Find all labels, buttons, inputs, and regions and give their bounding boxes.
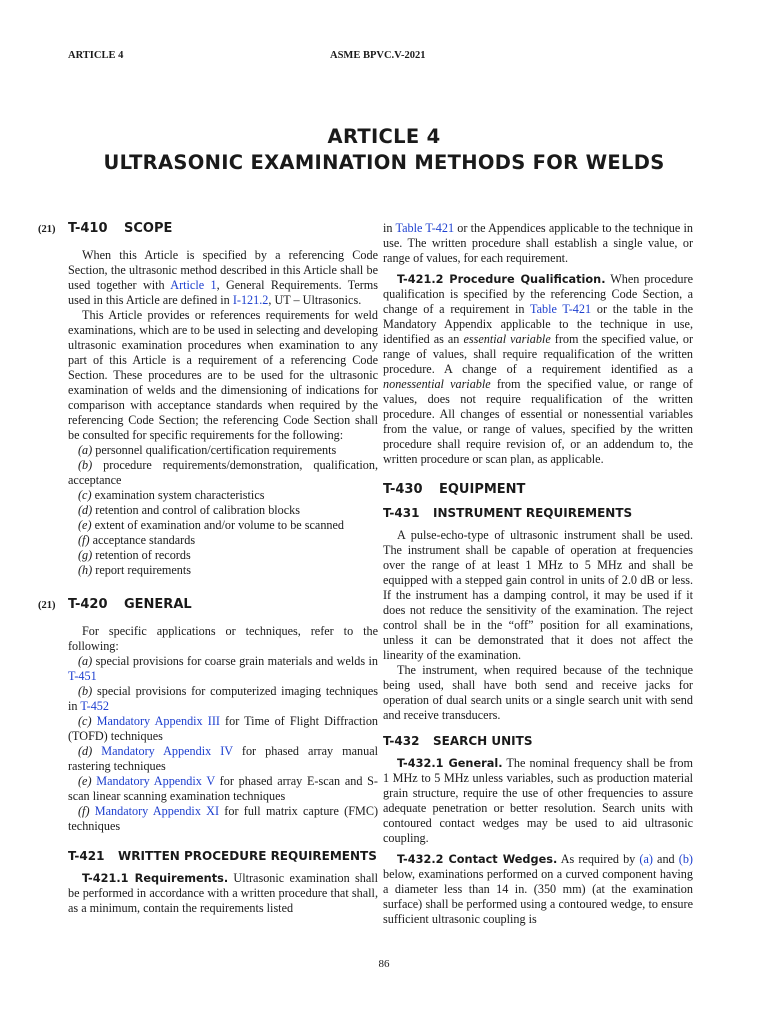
header-code-label: ASME BPVC.V-2021 bbox=[330, 50, 426, 61]
section-heading-t431 bbox=[383, 505, 693, 522]
section-title: EQUIPMENT bbox=[439, 482, 526, 497]
section-number: T-432 bbox=[383, 734, 420, 748]
link-table-t-421[interactable]: Table T-421 bbox=[530, 302, 592, 316]
paragraph: T-421.1 Requirements. Ultrasonic examination shall be performed in accordance with a written procedure that shall, as a minimum, contain the requirements listed bbox=[68, 871, 378, 915]
page-number: 86 bbox=[378, 958, 390, 970]
list-item: (c) Mandatory Appendix III for Time of Flight Diffraction (TOFD) techniques bbox=[68, 714, 379, 743]
left-column bbox=[38, 220, 379, 916]
section-heading-t421 bbox=[68, 848, 378, 865]
article-title-line1: ARTICLE 4 bbox=[327, 125, 441, 148]
link-appendix-xi[interactable]: Mandatory Appendix XI bbox=[94, 804, 220, 818]
section-number: T-430 bbox=[383, 482, 423, 497]
list-item: (g) retention of records bbox=[78, 548, 191, 562]
paragraph: T-421.2 Procedure Qualification. When procedure qualification is specified by the referencing Code Section, a change of a requirement in Table T-421 or the table in the Mandatory Appendix applicable to the technique in use, identified as an essential variable from the specified value, or range of values, shall require requalification of the written procedure. A change of a requirement identified as a nonessential variable from the specified value, or range of values, does not require requalification of the written procedure. All changes of essential or nonessential variables from the value, or range of values, specified by the written procedure shall require revision of, or an addendum to, the written procedure or scan plan, as applicable. bbox=[383, 272, 694, 466]
list-item: (f) Mandatory Appendix XI for full matrix capture (FMC) techniques bbox=[68, 804, 379, 833]
list-item: (f) acceptance standards bbox=[78, 533, 196, 547]
section-heading-t430 bbox=[383, 481, 693, 499]
paragraph: This Article provides or references requirements for weld examinations, which are to be used in selecting and developing ultrasonic examination procedures when examination to any part of this Article is a requirement of a referencing Code Section. These procedures are to be used for the ultrasonic examination of welds and the dimensioning of indications for comparison with acceptance standards when required by the referencing Code Section; the referencing Code Section shall be consulted for specific requirements for the following: bbox=[68, 308, 378, 442]
section-number: T-431 bbox=[383, 506, 420, 520]
list-item: (a) personnel qualification/certification requirements bbox=[78, 443, 337, 457]
right-column bbox=[383, 221, 693, 927]
running-header bbox=[68, 50, 678, 64]
link-i-121-2[interactable]: I-121.2 bbox=[232, 293, 269, 307]
section-title: SEARCH UNITS bbox=[433, 734, 533, 748]
section-heading-t432 bbox=[383, 733, 693, 750]
section-heading-t420 bbox=[38, 596, 378, 614]
list-item: (a) special provisions for coarse grain materials and welds in T-451 bbox=[68, 654, 378, 683]
link-article-1[interactable]: Article 1 bbox=[170, 278, 217, 292]
header-article-label: ARTICLE 4 bbox=[68, 50, 124, 61]
list-item: (b) special provisions for computerized imaging techniques in T-452 bbox=[68, 684, 378, 713]
paragraph: When this Article is specified by a referencing Code Section, the ultrasonic method described in this Article shall be used together with Article 1, General Requirements. Terms used in this Article are defined in I-121.2, UT – Ultrasonics. bbox=[68, 248, 379, 307]
section-title: SCOPE bbox=[124, 221, 173, 236]
section-heading-t410 bbox=[38, 220, 378, 238]
revision-mark: (21) bbox=[38, 600, 56, 611]
paragraph: T-432.2 Contact Wedges. As required by (a) and (b) below, examinations performed on a curved component having a diameter less than 14 in. (350 mm) (at the examination surface) shall be performed using a contoured wedge, to ensure sufficient ultrasonic coupling is bbox=[383, 852, 693, 926]
list-item: (e) extent of examination and/or volume to be scanned bbox=[78, 518, 345, 532]
list-item: (d) retention and control of calibration blocks bbox=[78, 503, 301, 517]
link-item-b[interactable]: (b) bbox=[678, 852, 693, 866]
link-t-452[interactable]: T-452 bbox=[80, 699, 109, 713]
section-title: INSTRUMENT REQUIREMENTS bbox=[433, 506, 633, 520]
paragraph: T-432.1 General. The nominal frequency shall be from 1 MHz to 5 MHz unless variables, such as production material grain structure, require the use of other frequencies to assure adequate penetration or better resolution. Search units with contoured contact wedges may be used to aid ultrasonic coupling. bbox=[383, 756, 693, 845]
paragraph: For specific applications or techniques, refer to the following: bbox=[68, 624, 378, 653]
paragraph: in Table T-421 or the Appendices applicable to the technique in use. The written procedure shall establish a single value, or range of values, for each requirement. bbox=[383, 221, 693, 265]
link-appendix-iii[interactable]: Mandatory Appendix III bbox=[96, 714, 220, 728]
link-appendix-v[interactable]: Mandatory Appendix V bbox=[96, 774, 215, 788]
link-appendix-iv[interactable]: Mandatory Appendix IV bbox=[101, 744, 233, 758]
paragraph-heading: T-421.2 Procedure Qualification. bbox=[397, 273, 606, 286]
list-item: (b) procedure requirements/demonstration, qualification, acceptance bbox=[68, 458, 378, 487]
paragraph-heading: T-421.1 Requirements. bbox=[82, 872, 229, 885]
paragraph: A pulse-echo-type of ultrasonic instrument shall be used. The instrument shall be capable of operation at frequencies over the range of at least 1 MHz to 5 MHz and shall be equipped with a stepped gain control in units of 2.0 dB or less. If the instrument has a damping control, it may be used if it does not reduce the sensitivity of the examination. The reject control shall be in the “off” position for all examinations, unless it can be demonstrated that it does not affect the linearity of the examination. bbox=[383, 528, 693, 662]
link-t-451[interactable]: T-451 bbox=[68, 669, 97, 683]
link-item-a[interactable]: (a) bbox=[639, 852, 653, 866]
article-title-line2: ULTRASONIC EXAMINATION METHODS FOR WELDS bbox=[103, 151, 665, 174]
paragraph-heading: T-432.2 Contact Wedges. bbox=[397, 853, 558, 866]
list-item: (h) report requirements bbox=[78, 563, 192, 577]
paragraph: The instrument, when required because of the technique being used, shall have both send and receive jacks for operation of dual search units or a single search unit with send and receive transducers. bbox=[383, 663, 693, 722]
paragraph-heading: T-432.1 General. bbox=[397, 757, 503, 770]
list-item: (d) Mandatory Appendix IV for phased array manual rastering techniques bbox=[68, 744, 378, 773]
section-number: T-421 bbox=[68, 849, 105, 863]
revision-mark: (21) bbox=[38, 224, 56, 235]
section-number: T-420 bbox=[68, 597, 108, 612]
section-number: T-410 bbox=[68, 221, 108, 236]
section-title: GENERAL bbox=[124, 597, 192, 612]
list-item: (c) examination system characteristics bbox=[78, 488, 265, 502]
link-table-t-421[interactable]: Table T-421 bbox=[395, 221, 455, 235]
article-title bbox=[0, 124, 768, 176]
section-title: WRITTEN PROCEDURE REQUIREMENTS bbox=[118, 849, 377, 863]
list-item: (e) Mandatory Appendix V for phased array E-scan and S-scan linear scanning examination techniques bbox=[68, 774, 378, 803]
